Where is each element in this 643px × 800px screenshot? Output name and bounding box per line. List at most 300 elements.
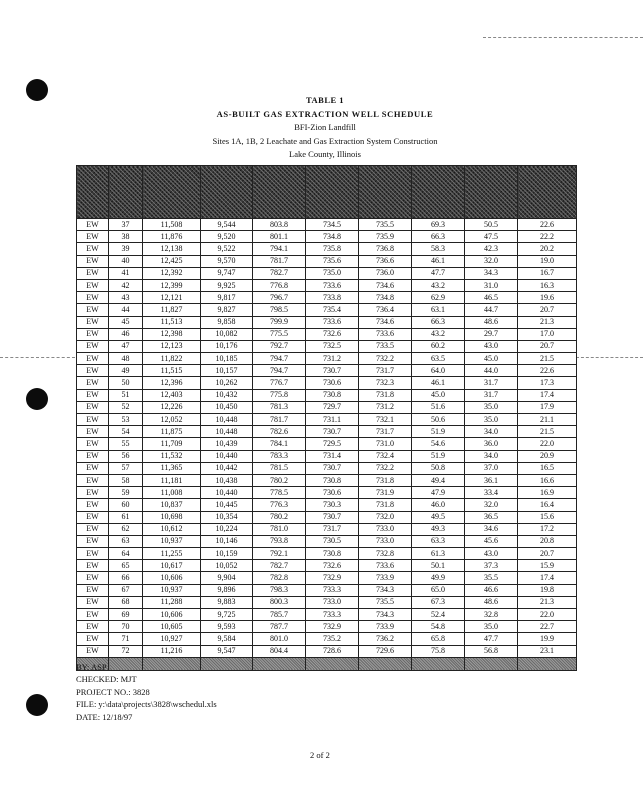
table-cell: 54.8 xyxy=(412,621,465,633)
table-cell: EW xyxy=(77,292,109,304)
table-cell: 12,052 xyxy=(143,414,201,426)
table-cell: EW xyxy=(77,304,109,316)
table-cell: 32.0 xyxy=(465,255,518,267)
table-cell: 10,157 xyxy=(201,365,253,377)
table-row xyxy=(77,450,577,462)
table-cell: EW xyxy=(77,414,109,426)
table-cell: 21.5 xyxy=(518,426,577,438)
table-cell: EW xyxy=(77,645,109,657)
table-cell: 43.2 xyxy=(412,328,465,340)
header-cell xyxy=(518,166,577,219)
table-row xyxy=(77,609,577,621)
table-cell: 10,432 xyxy=(201,389,253,401)
table-cell: 733.3 xyxy=(306,609,359,621)
table-cell: 45.0 xyxy=(465,353,518,365)
table-cell: 45.6 xyxy=(465,535,518,547)
table-cell: EW xyxy=(77,499,109,511)
table-cell: 776.8 xyxy=(253,279,306,291)
table-row xyxy=(77,596,577,608)
table-row xyxy=(77,438,577,450)
table-cell: EW xyxy=(77,572,109,584)
table-cell: 12,226 xyxy=(143,401,201,413)
county-name: Lake County, Illinois xyxy=(289,149,361,159)
table-cell: 787.7 xyxy=(253,621,306,633)
table-cell: 9,547 xyxy=(201,645,253,657)
table-row xyxy=(77,401,577,413)
table-cell: 20.8 xyxy=(518,535,577,547)
table-cell: 10,837 xyxy=(143,499,201,511)
table-cell: 736.8 xyxy=(359,243,412,255)
table-cell: 64.0 xyxy=(412,365,465,377)
table-cell: 11,515 xyxy=(143,365,201,377)
table-cell: 731.7 xyxy=(359,426,412,438)
table-row xyxy=(77,645,577,657)
table-cell: 62 xyxy=(109,523,143,535)
table-cell: 66 xyxy=(109,572,143,584)
hole-punch-mark xyxy=(26,694,48,716)
table-cell: 729.7 xyxy=(306,401,359,413)
header-cell xyxy=(77,166,109,219)
page-number: 2 of 2 xyxy=(310,750,330,760)
table-cell: 12,138 xyxy=(143,243,201,255)
table-cell: 733.0 xyxy=(359,523,412,535)
table-cell: EW xyxy=(77,596,109,608)
table-cell: 10,438 xyxy=(201,474,253,486)
table-cell: EW xyxy=(77,621,109,633)
table-cell: 776.3 xyxy=(253,499,306,511)
table-cell: 801.1 xyxy=(253,231,306,243)
table-cell: 65.0 xyxy=(412,584,465,596)
table-cell: EW xyxy=(77,560,109,572)
table-row xyxy=(77,255,577,267)
footer-cell xyxy=(359,657,412,670)
table-cell: 10,354 xyxy=(201,511,253,523)
table-cell: 35.0 xyxy=(465,621,518,633)
table-cell: EW xyxy=(77,328,109,340)
table-cell: 10,937 xyxy=(143,535,201,547)
table-cell: 10,052 xyxy=(201,560,253,572)
table-subtitle: AS-BUILT GAS EXTRACTION WELL SCHEDULE xyxy=(216,108,434,119)
table-cell: 731.7 xyxy=(359,365,412,377)
header-cell xyxy=(143,166,201,219)
table-cell: 46 xyxy=(109,328,143,340)
table-cell: 12,425 xyxy=(143,255,201,267)
table-cell: 59 xyxy=(109,487,143,499)
table-cell: EW xyxy=(77,401,109,413)
table-cell: EW xyxy=(77,548,109,560)
table-cell: 730.6 xyxy=(306,377,359,389)
table-cell: 794.1 xyxy=(253,243,306,255)
table-cell: 22.2 xyxy=(518,231,577,243)
scan-artifact-line xyxy=(0,357,75,358)
table-cell: 68 xyxy=(109,596,143,608)
table-cell: 58 xyxy=(109,474,143,486)
table-cell: 9,593 xyxy=(201,621,253,633)
table-cell: 731.1 xyxy=(306,414,359,426)
table-cell: 35.5 xyxy=(465,572,518,584)
table-cell: 37 xyxy=(109,219,143,231)
table-cell: 50.6 xyxy=(412,414,465,426)
table-cell: 31.7 xyxy=(465,377,518,389)
table-cell: 9,904 xyxy=(201,572,253,584)
table-cell: 11,508 xyxy=(143,219,201,231)
table-cell: 49.5 xyxy=(412,511,465,523)
table-cell: 36.1 xyxy=(465,474,518,486)
table-cell: 16.3 xyxy=(518,279,577,291)
table-cell: 48.6 xyxy=(465,316,518,328)
table-cell: 63.5 xyxy=(412,353,465,365)
table-row xyxy=(77,389,577,401)
table-cell: 61.3 xyxy=(412,548,465,560)
table-cell: 10,617 xyxy=(143,560,201,572)
table-row xyxy=(77,621,577,633)
table-cell: 63.1 xyxy=(412,304,465,316)
footer-cell xyxy=(518,657,577,670)
table-cell: 12,396 xyxy=(143,377,201,389)
table-cell: 733.6 xyxy=(306,279,359,291)
table-cell: 20.7 xyxy=(518,548,577,560)
table-cell: 33.4 xyxy=(465,487,518,499)
table-cell: 728.6 xyxy=(306,645,359,657)
table-cell: 12,403 xyxy=(143,389,201,401)
table-cell: 735.8 xyxy=(306,243,359,255)
table-cell: 733.8 xyxy=(306,292,359,304)
table-cell: EW xyxy=(77,340,109,352)
table-cell: 782.7 xyxy=(253,560,306,572)
table-row xyxy=(77,328,577,340)
table-cell: 50.8 xyxy=(412,462,465,474)
table-cell: 20.2 xyxy=(518,243,577,255)
table-cell: EW xyxy=(77,377,109,389)
table-row xyxy=(77,292,577,304)
table-cell: 734.3 xyxy=(359,609,412,621)
table-cell: EW xyxy=(77,255,109,267)
table-cell: 798.5 xyxy=(253,304,306,316)
table-cell: 734.6 xyxy=(359,316,412,328)
document-date: DATE: 12/18/97 xyxy=(76,711,133,722)
table-cell: 67 xyxy=(109,584,143,596)
table-cell: 730.6 xyxy=(306,487,359,499)
table-row xyxy=(77,377,577,389)
table-cell: 781.3 xyxy=(253,401,306,413)
table-row xyxy=(77,353,577,365)
table-cell: 16.9 xyxy=(518,487,577,499)
table-cell: 10,185 xyxy=(201,353,253,365)
table-cell: 731.9 xyxy=(359,487,412,499)
table-cell: 732.3 xyxy=(359,377,412,389)
table-cell: 9,817 xyxy=(201,292,253,304)
table-cell: 46.1 xyxy=(412,255,465,267)
table-cell: 19.0 xyxy=(518,255,577,267)
table-cell: 15.9 xyxy=(518,560,577,572)
table-cell: 730.8 xyxy=(306,389,359,401)
table-cell: 46.6 xyxy=(465,584,518,596)
table-cell: 22.6 xyxy=(518,365,577,377)
table-cell: 44.7 xyxy=(465,304,518,316)
table-cell: 20.7 xyxy=(518,340,577,352)
table-cell: 796.7 xyxy=(253,292,306,304)
table-cell: 9,522 xyxy=(201,243,253,255)
table-cell: 9,584 xyxy=(201,633,253,645)
table-cell: 67.3 xyxy=(412,596,465,608)
table-row xyxy=(77,511,577,523)
table-cell: 799.9 xyxy=(253,316,306,328)
table-cell: 733.0 xyxy=(359,535,412,547)
table-cell: 735.5 xyxy=(359,596,412,608)
table-row xyxy=(77,426,577,438)
table-cell: 11,876 xyxy=(143,231,201,243)
table-title: TABLE 1 xyxy=(305,95,345,105)
table-cell: 9,725 xyxy=(201,609,253,621)
table-cell: 65.8 xyxy=(412,633,465,645)
table-cell: 39 xyxy=(109,243,143,255)
footer-cell xyxy=(412,657,465,670)
table-cell: 49.9 xyxy=(412,572,465,584)
table-cell: 782.7 xyxy=(253,267,306,279)
table-cell: 775.5 xyxy=(253,328,306,340)
table-cell: 734.8 xyxy=(306,231,359,243)
table-row xyxy=(77,231,577,243)
table-heading xyxy=(90,94,560,162)
table-cell: 10,606 xyxy=(143,572,201,584)
table-row xyxy=(77,474,577,486)
table-cell: EW xyxy=(77,279,109,291)
table-cell: 21.5 xyxy=(518,353,577,365)
table-row xyxy=(77,487,577,499)
table-cell: 21.3 xyxy=(518,316,577,328)
table-cell: 731.4 xyxy=(306,450,359,462)
table-cell: 23.1 xyxy=(518,645,577,657)
table-cell: 730.8 xyxy=(306,548,359,560)
table-cell: 731.8 xyxy=(359,474,412,486)
table-cell: 11,181 xyxy=(143,474,201,486)
table-cell: 784.1 xyxy=(253,438,306,450)
table-cell: 16.4 xyxy=(518,499,577,511)
table-cell: 43.0 xyxy=(465,548,518,560)
table-cell: 55 xyxy=(109,438,143,450)
table-cell: 10,159 xyxy=(201,548,253,560)
table-cell: 45.0 xyxy=(412,389,465,401)
header-cell xyxy=(465,166,518,219)
table-cell: 44.0 xyxy=(465,365,518,377)
table-cell: 51.6 xyxy=(412,401,465,413)
table-cell: EW xyxy=(77,353,109,365)
table-cell: 54.6 xyxy=(412,438,465,450)
header-cell xyxy=(359,166,412,219)
table-cell: 44 xyxy=(109,304,143,316)
table-cell: 734.8 xyxy=(359,292,412,304)
document-notes xyxy=(76,661,217,723)
table-cell: 735.6 xyxy=(306,255,359,267)
table-row xyxy=(77,523,577,535)
table-cell: 733.6 xyxy=(306,316,359,328)
table-cell: 10,082 xyxy=(201,328,253,340)
table-cell: 49.4 xyxy=(412,474,465,486)
table-cell: EW xyxy=(77,535,109,547)
table-cell: 10,448 xyxy=(201,414,253,426)
table-cell: EW xyxy=(77,438,109,450)
table-cell: 69 xyxy=(109,609,143,621)
table-cell: 736.4 xyxy=(359,304,412,316)
table-cell: 57 xyxy=(109,462,143,474)
table-cell: 733.9 xyxy=(359,621,412,633)
table-cell: 31.0 xyxy=(465,279,518,291)
table-row xyxy=(77,462,577,474)
table-row xyxy=(77,279,577,291)
table-row xyxy=(77,560,577,572)
table-row xyxy=(77,535,577,547)
table-cell: 778.5 xyxy=(253,487,306,499)
table-cell: 804.4 xyxy=(253,645,306,657)
table-cell: 69.3 xyxy=(412,219,465,231)
table-cell: 9,747 xyxy=(201,267,253,279)
table-cell: 16.6 xyxy=(518,474,577,486)
table-cell: 10,612 xyxy=(143,523,201,535)
table-cell: 49.3 xyxy=(412,523,465,535)
project-name: Sites 1A, 1B, 2 Leachate and Gas Extraction System Construction xyxy=(212,135,438,146)
table-cell: 782.8 xyxy=(253,572,306,584)
table-cell: EW xyxy=(77,219,109,231)
table-cell: EW xyxy=(77,389,109,401)
header-cell xyxy=(306,166,359,219)
table-row xyxy=(77,340,577,352)
table-row xyxy=(77,267,577,279)
table-cell: 52.4 xyxy=(412,609,465,621)
table-row xyxy=(77,572,577,584)
table-cell: 781.0 xyxy=(253,523,306,535)
table-cell: 72 xyxy=(109,645,143,657)
table-cell: 10,146 xyxy=(201,535,253,547)
table-cell: 10,450 xyxy=(201,401,253,413)
table-cell: 17.9 xyxy=(518,401,577,413)
table-row xyxy=(77,304,577,316)
table-cell: EW xyxy=(77,231,109,243)
table-cell: 40 xyxy=(109,255,143,267)
table-cell: 70 xyxy=(109,621,143,633)
table-cell: 12,121 xyxy=(143,292,201,304)
table-cell: 34.3 xyxy=(465,267,518,279)
header-cell xyxy=(201,166,253,219)
table-cell: 731.8 xyxy=(359,389,412,401)
table-cell: 71 xyxy=(109,633,143,645)
table-cell: 50 xyxy=(109,377,143,389)
table-cell: 42 xyxy=(109,279,143,291)
table-row xyxy=(77,584,577,596)
table-cell: 10,439 xyxy=(201,438,253,450)
table-cell: 62.9 xyxy=(412,292,465,304)
table-cell: 51.9 xyxy=(412,426,465,438)
table-cell: 733.5 xyxy=(359,340,412,352)
hole-punch-mark xyxy=(26,388,48,410)
table-cell: 34.6 xyxy=(465,523,518,535)
table-cell: 60.2 xyxy=(412,340,465,352)
table-row xyxy=(77,219,577,231)
table-cell: 10,445 xyxy=(201,499,253,511)
table-cell: 20.7 xyxy=(518,304,577,316)
table-cell: 10,606 xyxy=(143,609,201,621)
table-cell: EW xyxy=(77,487,109,499)
table-cell: 22.0 xyxy=(518,438,577,450)
table-cell: 66.3 xyxy=(412,316,465,328)
table-cell: 65 xyxy=(109,560,143,572)
table-cell: 60 xyxy=(109,499,143,511)
table-cell: 51.9 xyxy=(412,450,465,462)
table-cell: EW xyxy=(77,609,109,621)
table-cell: 732.5 xyxy=(306,340,359,352)
table-cell: 731.7 xyxy=(306,523,359,535)
table-cell: 17.4 xyxy=(518,389,577,401)
table-cell: 775.8 xyxy=(253,389,306,401)
hole-punch-mark xyxy=(26,79,48,101)
table-row xyxy=(77,243,577,255)
table-cell: 47.9 xyxy=(412,487,465,499)
table-cell: EW xyxy=(77,584,109,596)
table-cell: 10,176 xyxy=(201,340,253,352)
table-cell: EW xyxy=(77,365,109,377)
table-cell: EW xyxy=(77,426,109,438)
table-cell: 730.7 xyxy=(306,365,359,377)
table-cell: 46.5 xyxy=(465,292,518,304)
table-cell: 730.7 xyxy=(306,511,359,523)
table-cell: 785.7 xyxy=(253,609,306,621)
table-cell: 732.2 xyxy=(359,353,412,365)
table-cell: 733.6 xyxy=(359,560,412,572)
table-cell: 43.2 xyxy=(412,279,465,291)
checked-by: CHECKED: MJT xyxy=(76,674,137,685)
table-cell: 10,440 xyxy=(201,487,253,499)
table-cell: 732.6 xyxy=(306,560,359,572)
table-cell: 729.6 xyxy=(359,645,412,657)
table-cell: 22.6 xyxy=(518,219,577,231)
table-cell: 11,365 xyxy=(143,462,201,474)
table-cell: 9,544 xyxy=(201,219,253,231)
table-cell: 17.4 xyxy=(518,572,577,584)
table-cell: 11,008 xyxy=(143,487,201,499)
table-cell: 16.5 xyxy=(518,462,577,474)
table-cell: EW xyxy=(77,511,109,523)
table-cell: 731.2 xyxy=(306,353,359,365)
table-cell: 66.3 xyxy=(412,231,465,243)
header-cell xyxy=(253,166,306,219)
footer-cell xyxy=(253,657,306,670)
table-row xyxy=(77,316,577,328)
table-cell: 48 xyxy=(109,353,143,365)
table-cell: EW xyxy=(77,474,109,486)
table-cell: 46.1 xyxy=(412,377,465,389)
table-cell: 50.5 xyxy=(465,219,518,231)
table-cell: 56.8 xyxy=(465,645,518,657)
table-cell: 730.3 xyxy=(306,499,359,511)
table-cell: 730.7 xyxy=(306,462,359,474)
table-cell: 15.6 xyxy=(518,511,577,523)
table-cell: 783.3 xyxy=(253,450,306,462)
table-cell: 17.0 xyxy=(518,328,577,340)
table-cell: 10,937 xyxy=(143,584,201,596)
table-row xyxy=(77,499,577,511)
table-cell: EW xyxy=(77,462,109,474)
table-cell: 37.3 xyxy=(465,560,518,572)
table-cell: 10,262 xyxy=(201,377,253,389)
table-cell: 11,255 xyxy=(143,548,201,560)
table-cell: 12,392 xyxy=(143,267,201,279)
table-cell: 733.9 xyxy=(359,572,412,584)
table-cell: EW xyxy=(77,243,109,255)
table-cell: 34.0 xyxy=(465,450,518,462)
table-cell: 17.3 xyxy=(518,377,577,389)
table-cell: 47.5 xyxy=(465,231,518,243)
table-cell: 12,398 xyxy=(143,328,201,340)
table-cell: 11,822 xyxy=(143,353,201,365)
